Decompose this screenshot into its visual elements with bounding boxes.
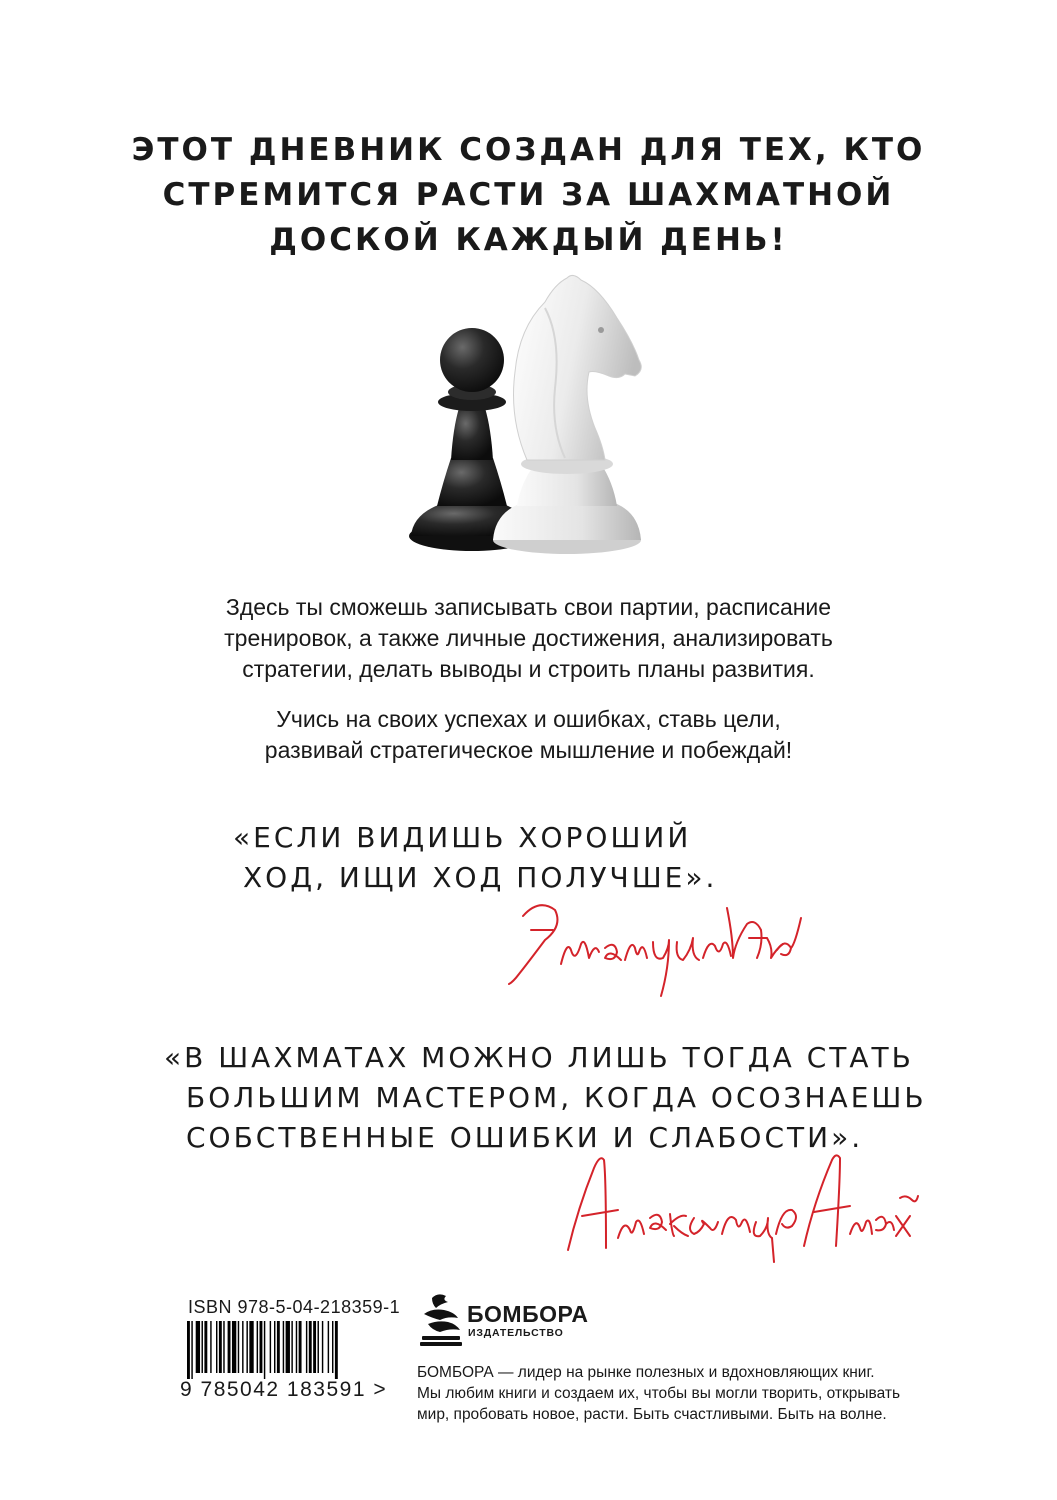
quote-line: «ЕСЛИ ВИДИШЬ ХОРОШИЙ (233, 821, 692, 854)
chess-pieces-image (395, 268, 655, 558)
intro-line: тренировок, а также личные достижения, анализировать (224, 625, 833, 651)
publisher-subtitle: ИЗДАТЕЛЬСТВО (468, 1327, 564, 1339)
intro-line: Здесь ты сможешь записывать свои партии, расписание (225, 594, 832, 620)
motivation-paragraph (0, 704, 1057, 766)
headline-line: ДОСКОЙ КАЖДЫЙ ДЕНЬ! (269, 222, 788, 258)
publisher-name: БОМБОРА (467, 1301, 589, 1327)
publisher-about (417, 1362, 900, 1425)
headline-line: СТРЕМИТСЯ РАСТИ ЗА ШАХМАТНОЙ (162, 177, 895, 213)
quote-line: «В ШАХМАТАХ МОЖНО ЛИШЬ ТОГДА СТАТЬ (164, 1041, 914, 1074)
bombora-logo-icon (418, 1292, 464, 1348)
barcode-image (185, 1321, 387, 1379)
quote-line: СОБСТВЕННЫЕ ОШИБКИ И СЛАБОСТИ». (186, 1121, 864, 1154)
intro-line: стратегии, делать выводы и строить планы развития. (242, 656, 815, 682)
motivation-line: Учись на своих успехах и ошибках, ставь цели, (276, 706, 781, 732)
about-line: БОМБОРА — лидер на рынке полезных и вдохновляющих книг. (417, 1364, 875, 1381)
signature-alekhine (560, 1138, 920, 1268)
white-knight-icon (493, 275, 641, 554)
headline (0, 128, 1057, 263)
signature-lasker (505, 878, 805, 998)
headline-line: ЭТОТ ДНЕВНИК СОЗДАН ДЛЯ ТЕХ, КТО (131, 132, 926, 168)
quote-line: БОЛЬШИМ МАСТЕРОМ, КОГДА ОСОЗНАЕШЬ (186, 1081, 927, 1114)
quote-line: ХОД, ИЩИ ХОД ПОЛУЧШЕ». (243, 861, 718, 894)
about-line: Мы любим книги и создаем их, чтобы вы могли творить, открывать (417, 1385, 901, 1402)
motivation-line: развивай стратегическое мышление и побеждай! (264, 737, 793, 763)
barcode-digits: 9 785042 183591 > (180, 1378, 388, 1401)
about-line: мир, пробовать новое, расти. Быть счастливыми. Быть на волне. (417, 1406, 887, 1423)
isbn-label: ISBN 978-5-04-218359-1 (188, 1297, 401, 1317)
intro-paragraph (0, 592, 1057, 685)
